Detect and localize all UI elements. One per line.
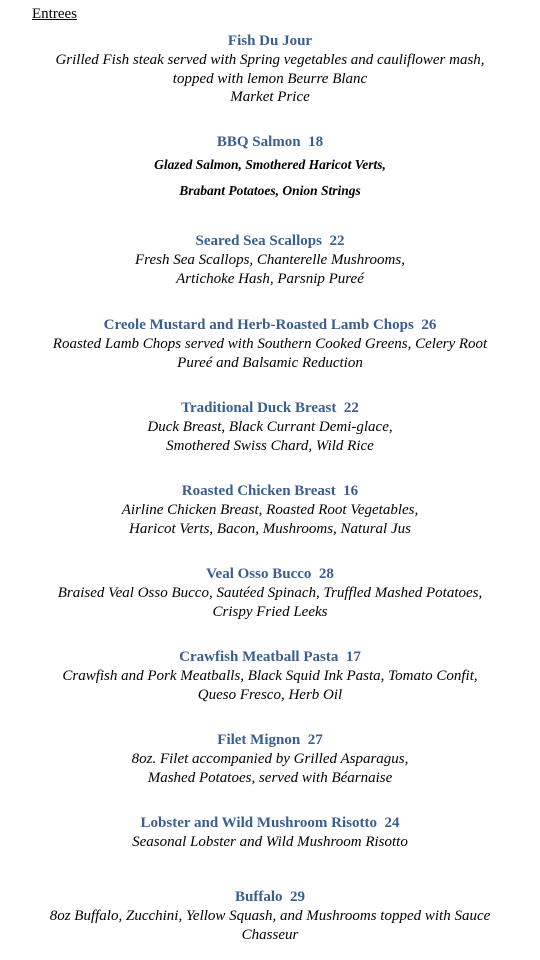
menu-item-name: Buffalo 29: [234, 889, 305, 905]
description-line: Brabant Potatoes, Onion Strings: [179, 183, 361, 198]
menu-item-description: [0, 152, 540, 204]
section-title: Entrees: [32, 6, 77, 22]
description-line: Duck Breast, Black Currant Demi-glace,: [147, 419, 393, 435]
menu-item-crawfish-meatball-pasta: [0, 648, 540, 704]
menu-item-description: [0, 501, 540, 538]
description-line: Braised Veal Osso Bucco, Sautéed Spinach, Truffled Mashed Potatoes,: [57, 585, 483, 601]
menu-item-name: Lobster and Wild Mushroom Risotto 24: [140, 815, 400, 831]
menu-item-name: Roasted Chicken Breast 16: [181, 483, 359, 499]
menu-item-description: [0, 833, 540, 852]
description-line: Pureé and Balsamic Reduction: [177, 354, 363, 371]
description-line: Artichoke Hash, Parsnip Pureé: [176, 270, 364, 287]
description-line: Haricot Verts, Bacon, Mushrooms, Natural Jus: [129, 520, 411, 537]
menu-item-description: [0, 667, 540, 704]
menu-item-veal-osso-bucco: [0, 565, 540, 621]
menu-item-description: [0, 418, 540, 455]
menu-item-name: Veal Osso Bucco 28: [206, 566, 334, 582]
menu-item-lobster-risotto: [0, 814, 540, 852]
menu-item-name: Crawfish Meatball Pasta 17: [179, 649, 361, 665]
menu-item-description: [0, 750, 540, 787]
description-line: Roasted Lamb Chops served with Southern Cooked Greens, Celery Root: [52, 336, 488, 352]
menu-item-name: Fish Du Jour: [227, 33, 313, 49]
menu-item-name: BBQ Salmon 18: [216, 134, 324, 150]
description-line: Fresh Sea Scallops, Chanterelle Mushrooms,: [135, 252, 405, 268]
description-line: 8oz Buffalo, Zucchini, Yellow Squash, and Mushrooms topped with Sauce: [49, 908, 491, 924]
menu-item-description: [0, 907, 540, 944]
menu-item-name: Seared Sea Scallops 22: [195, 233, 345, 249]
menu-item-buffalo: [0, 888, 540, 944]
menu-item-name: Traditional Duck Breast 22: [181, 400, 359, 416]
menu-item-name: Creole Mustard and Herb-Roasted Lamb Chops 26: [103, 317, 437, 333]
menu-item-description: [0, 584, 540, 621]
description-line: Queso Fresco, Herb Oil: [197, 686, 343, 703]
description-line: Seasonal Lobster and Wild Mushroom Risotto: [132, 834, 408, 850]
menu-item-description: [0, 335, 540, 372]
description-line: Airline Chicken Breast, Roasted Root Vegetables,: [121, 502, 419, 518]
description-line: Market Price: [230, 89, 310, 105]
menu-item-filet-mignon: [0, 731, 540, 787]
description-line: Crispy Fried Leeks: [212, 603, 328, 620]
description-line: Grilled Fish steak served with Spring vegetables and cauliflower mash,: [55, 52, 485, 68]
menu-item-bbq-salmon: [0, 133, 540, 204]
menu-item-chicken-breast: [0, 482, 540, 538]
description-line: Mashed Potatoes, served with Béarnaise: [147, 769, 393, 786]
description-line: 8oz. Filet accompanied by Grilled Asparagus,: [131, 751, 409, 767]
description-line: Smothered Swiss Chard, Wild Rice: [166, 437, 374, 454]
description-line: Chasseur: [241, 926, 299, 943]
menu-item-description: [0, 51, 540, 107]
menu-item-seared-sea-scallops: [0, 232, 540, 288]
menu-item-fish-du-jour: [0, 32, 540, 107]
menu-item-name: Filet Mignon 27: [217, 732, 323, 748]
description-line: Crawfish and Pork Meatballs, Black Squid Ink Pasta, Tomato Confit,: [62, 668, 478, 684]
description-line: topped with lemon Beurre Blanc: [172, 70, 368, 87]
menu-item-description: [0, 251, 540, 288]
description-line: Glazed Salmon, Smothered Haricot Verts,: [154, 157, 386, 172]
menu-item-duck-breast: [0, 399, 540, 455]
menu-item-lamb-chops: [0, 316, 540, 372]
